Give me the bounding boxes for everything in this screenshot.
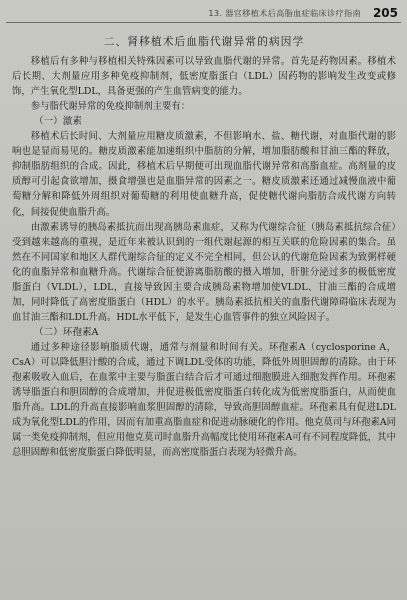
paragraph: 通过多种途径影响脂质代谢，通常与剂量和时间有关。环孢素A（cyclosporine A，CsA）可以降低胆汁酸的合成，通过下调LDL受体的功能，降低外周胆固醇的清除。由于环孢素吸收入血后，在血浆中主要与脂蛋白结合后才可通过细胞膜进入细胞发挥作用。环孢素诱导脂蛋白和胆固醇的合成增加，并促进极低密度脂蛋白转化成为低密度脂蛋白，从而使血脂升高。LDL的升高直接影响血浆胆固醇的清除，导致高胆固醇血症。环孢素具有促进LDL成为氧化型LDL的作用，因而有加重高脂血症和促进动脉硬化的作用。他克莫司与环孢素A同属一类免疫抑制剂，但应用他克莫司时血脂升高幅度比使用环孢素A可有不同程度降低，其中总胆固醇和低密度脂蛋白降低明显，而高密度脂蛋白表现为轻微升高。 <box>12 341 396 459</box>
page-body <box>12 28 396 460</box>
paragraph: 移植术后长时间、大剂量应用糖皮质激素，不但影响水、盐、糖代谢，对血脂代谢的影响也是显而易见的。糖皮质激素能加速组织中脂肪的分解，增加脂肪酸和甘油三酯的释放，抑制脂肪组织的合成。因此，移植术后早期便可出现血脂代谢异常和高脂血症。高剂量的皮质醇可引起食欲增加，摄食增强也是血脂异常的因素之一。糖皮质激素还通过减慢血液中葡萄糖分解和降低外周组织对葡萄糖的利用使血糖升高，促使糖代谢向脂肪合成代谢方向转化，间接促使血脂升高。 <box>12 131 396 218</box>
running-head <box>0 6 407 22</box>
subsection-heading-cyclosporine: （二）环孢素A <box>34 326 99 338</box>
subsection-heading-hormones: （一）激素 <box>34 116 82 128</box>
section-title: 二、肾移植术后血脂代谢异常的病因学 <box>103 35 305 48</box>
page-number: 205 <box>372 6 398 20</box>
paragraph: 由激素诱导的胰岛素抵抗而出现高胰岛素血症，又称为代谢综合征（胰岛素抵抗综合征）受到越来越高的重视，是近年来被认识到的一组代谢起源的相互关联的危险因素的集合。虽然在不同国家和地区人群代谢综合征的定义不完全相同，但公认的代谢危险因素为致粥样硬化的血脂异常和血糖升高。代谢综合征使游离脂肪酸的摄入增加，肝脏分泌过多的极低密度脂蛋白（VLDL），LDL，直接导致因主要合成胰岛素物增加使VLDL、甘油三酯的合成增加，同时降低了高密度脂蛋白（HDL）的水平。胰岛素抵抗相关的血脂代谢障碍临床表现为血甘油三酯和LDL升高。HDL水平低下，是发生心血管事件的独立风险因子。 <box>12 221 396 323</box>
paragraph: 移植后有多种与移植相关特殊因素可以导致血脂代谢的异常。首先是药物因素。移植术后长期、大剂量应用多种免疫抑制剂，低密度脂蛋白（LDL）因药物的影响发生改变或修饰，产生氧化型LDL，具备更强的产生血管病变的能力。 <box>12 56 396 98</box>
header-rule <box>6 22 401 23</box>
paragraph: 参与脂代谢异常的免疫抑制剂主要有： <box>30 101 191 113</box>
running-head-title: 13. 器官移植术后高脂血症临床诊疗指南 <box>208 8 361 18</box>
